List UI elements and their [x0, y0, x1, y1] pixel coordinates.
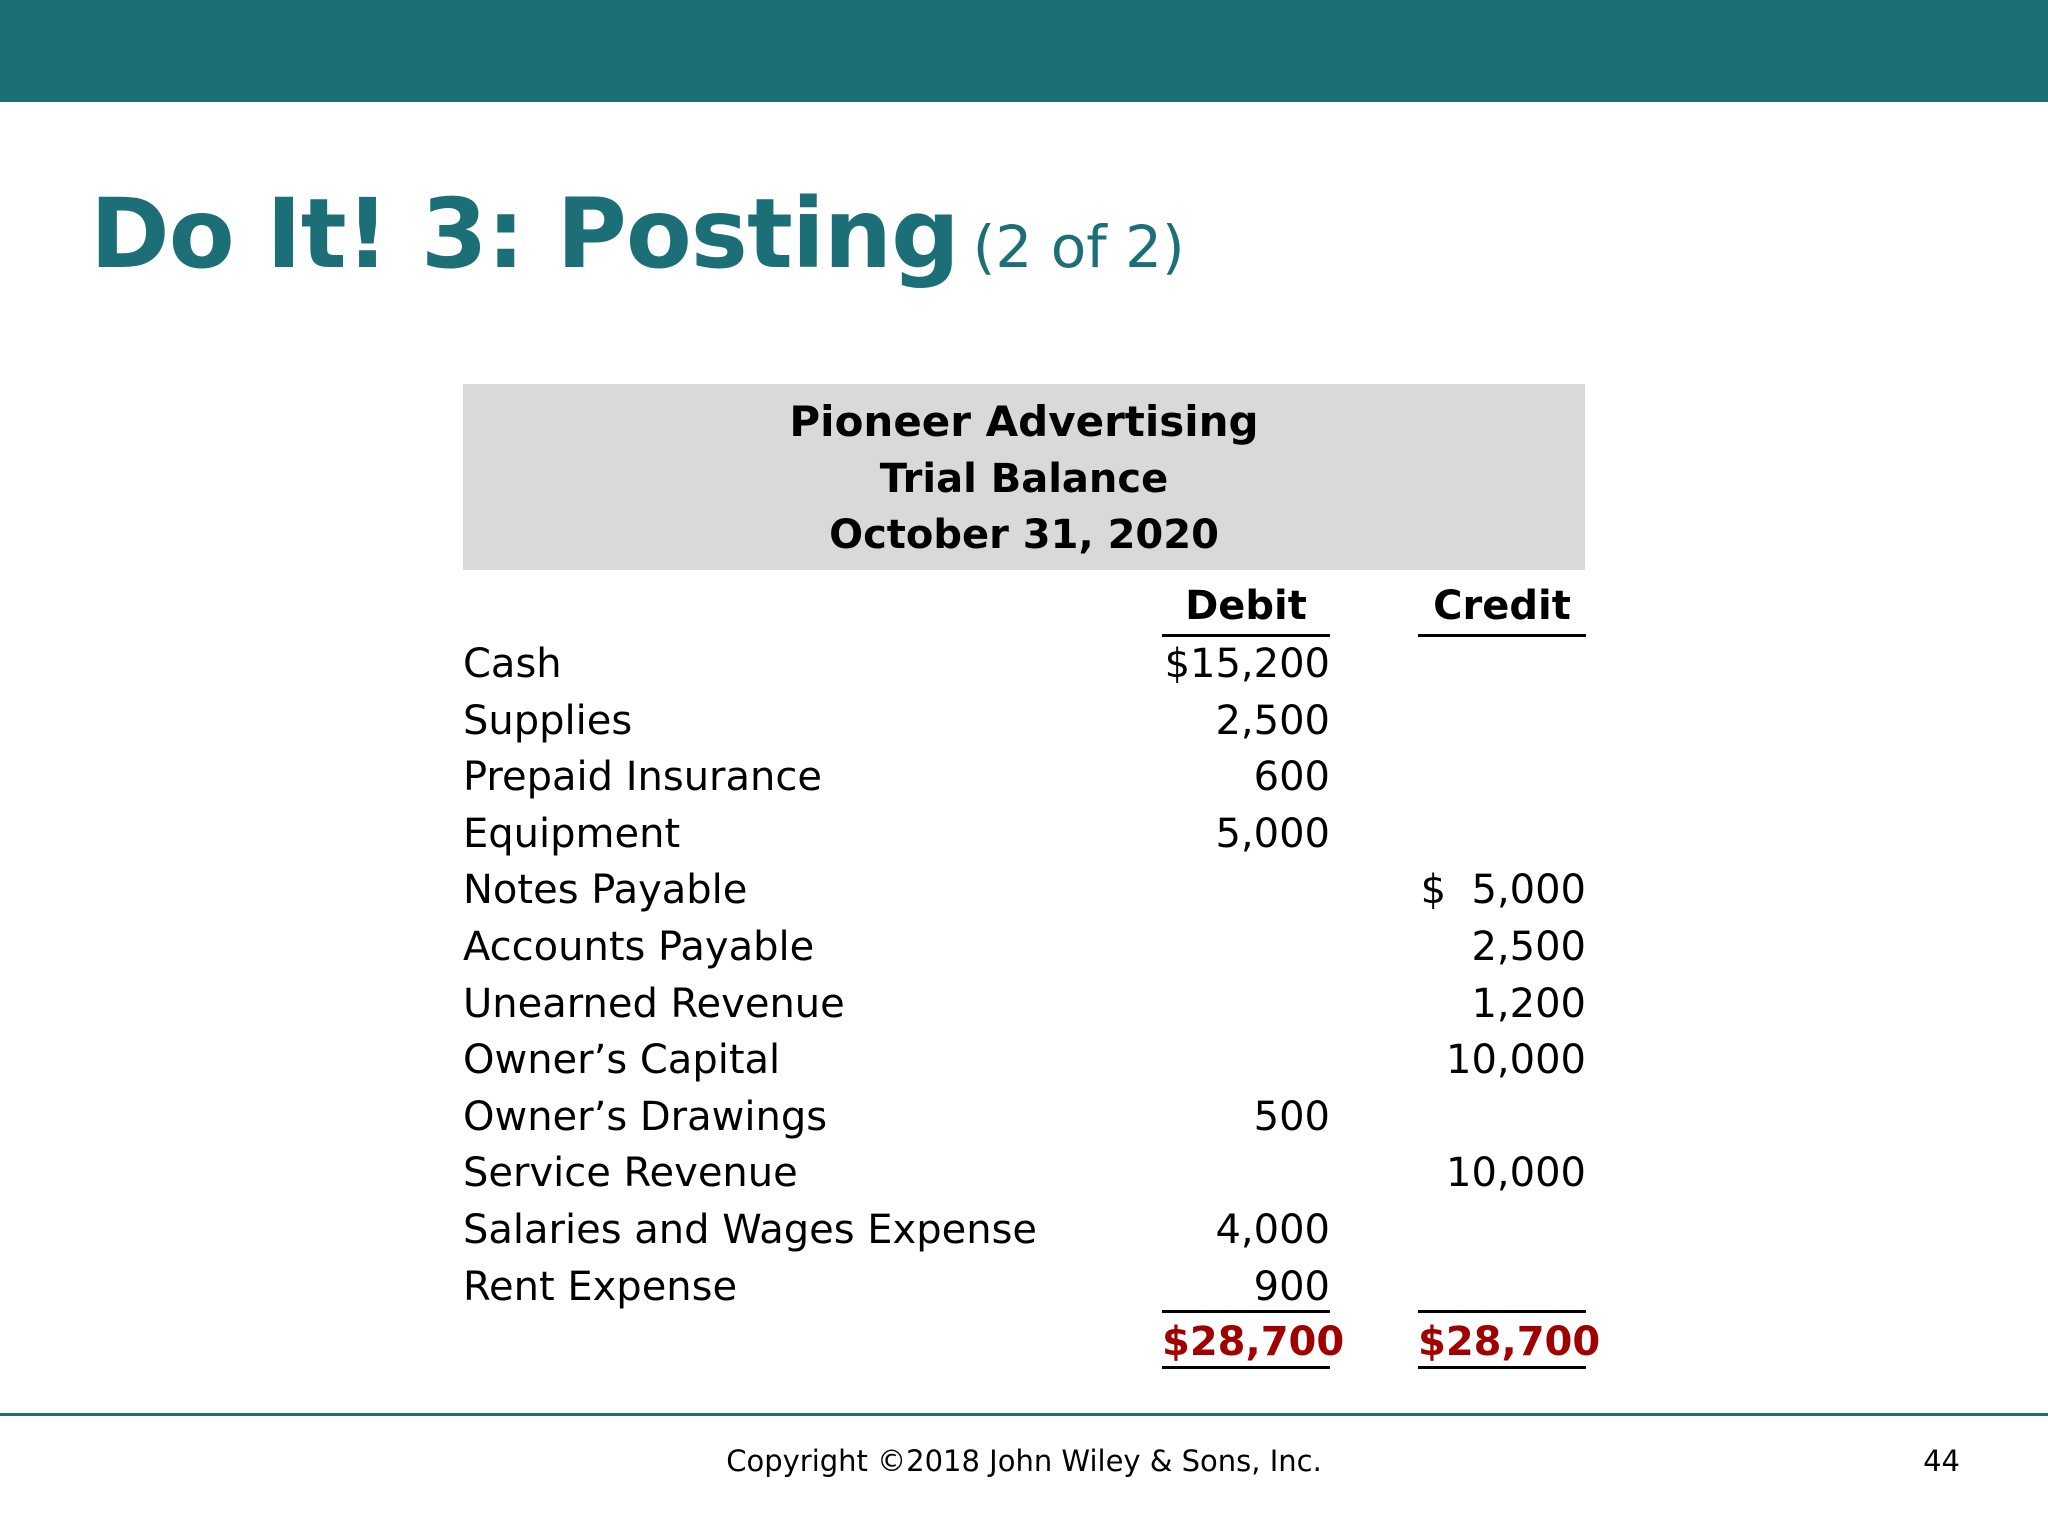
account-name: Notes Payable [463, 867, 748, 914]
trial-balance-rows [463, 636, 1588, 1315]
table-row [463, 976, 1588, 1033]
debit-amount: 600 [1253, 754, 1330, 801]
table-row [463, 1259, 1588, 1316]
account-name: Cash [463, 641, 562, 687]
credit-amount: $ 5,000 [1420, 867, 1586, 914]
account-name: Rent Expense [463, 1263, 738, 1310]
table-row [463, 1089, 1588, 1146]
company-name: Pioneer Advertising [789, 397, 1259, 446]
account-name: Service Revenue [463, 1150, 798, 1197]
account-name: Equipment [463, 810, 681, 857]
credit-column-header: Credit [1418, 578, 1586, 637]
table-row [463, 862, 1588, 919]
debit-total: $28,700 [1162, 1319, 1345, 1365]
debit-column-header: Debit [1162, 578, 1330, 637]
table-row [463, 1145, 1588, 1202]
credit-total: $28,700 [1418, 1319, 1601, 1365]
footer-divider [0, 1413, 2048, 1416]
slide-title-sub: (2 of 2) [972, 213, 1185, 281]
report-date: October 31, 2020 [829, 512, 1219, 558]
slide-title-main: Do It! 3: Posting [90, 178, 959, 290]
account-name: Unearned Revenue [463, 980, 845, 1027]
debit-total-rule [1162, 1366, 1330, 1369]
debit-subtotal-rule [1162, 1310, 1330, 1313]
credit-total-rule [1418, 1366, 1586, 1369]
table-row [463, 693, 1588, 750]
debit-amount: 5,000 [1215, 810, 1330, 857]
debit-amount: 900 [1253, 1263, 1330, 1310]
table-row [463, 919, 1588, 976]
debit-amount: $15,200 [1164, 641, 1330, 687]
credit-amount: 1,200 [1471, 980, 1586, 1027]
credit-amount: 10,000 [1446, 1150, 1586, 1197]
table-row [463, 1202, 1588, 1259]
copyright-notice: Copyright ©2018 John Wiley & Sons, Inc. [726, 1444, 1322, 1478]
credit-amount: 10,000 [1446, 1037, 1586, 1084]
account-name: Prepaid Insurance [463, 754, 822, 801]
table-row [463, 1032, 1588, 1089]
account-name: Accounts Payable [463, 923, 815, 970]
top-band [0, 0, 2048, 102]
debit-amount: 2,500 [1215, 697, 1330, 744]
table-row [463, 806, 1588, 863]
account-name: Owner’s Capital [463, 1037, 781, 1084]
page-number: 44 [1923, 1444, 1960, 1478]
table-row [463, 636, 1588, 693]
slide-title [90, 178, 1185, 318]
table-row [463, 749, 1588, 806]
trial-balance-header [463, 384, 1585, 570]
credit-subtotal-rule [1418, 1310, 1586, 1313]
report-name: Trial Balance [879, 456, 1169, 502]
account-name: Owner’s Drawings [463, 1093, 828, 1140]
account-name: Supplies [463, 697, 633, 744]
debit-amount: 500 [1253, 1093, 1330, 1140]
credit-amount: 2,500 [1471, 923, 1586, 970]
account-name: Salaries and Wages Expense [463, 1206, 1038, 1253]
debit-amount: 4,000 [1215, 1206, 1330, 1253]
